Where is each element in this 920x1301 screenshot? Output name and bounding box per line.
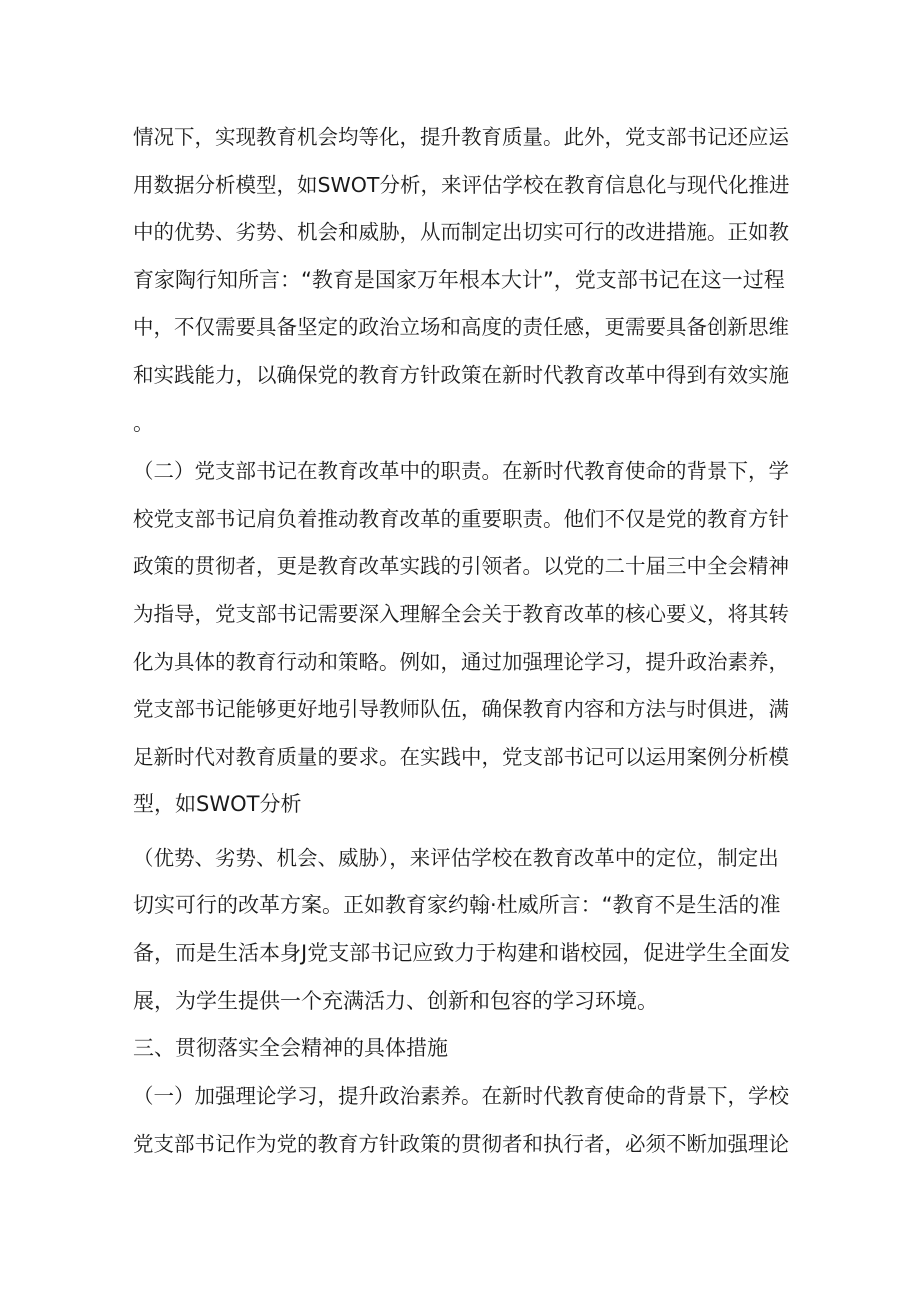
text-line: 校党支部书记肩负着推动教育改革的重要职责。他们不仅是党的教育方针 (133, 507, 789, 531)
text-line: 化为具体的教育行动和策略。例如，通过加强理论学习，提升政治素养， (133, 650, 789, 674)
text-line: 足新时代对教育质量的要求。在实践中，党支部书记可以运用案例分析模 (133, 745, 789, 769)
text-line: 型，如SWOT分析 (133, 792, 302, 816)
text-line: 政策的贯彻者，更是教育改革实践的引领者。以党的二十届三中全会精神 (133, 554, 789, 578)
text-line: 育家陶行知所言：“教育是国家万年根本大计”，党支部书记在这一过程 (133, 268, 785, 292)
text-line: 切实可行的改革方案。正如教育家约翰·杜威所言：“教育不是生活的准 (133, 893, 781, 917)
text-line: （二）党支部书记在教育改革中的职责。在新时代教育使命的背景下，学 (133, 459, 789, 483)
section-heading: 三、贯彻落实全会精神的具体措施 (133, 1036, 448, 1060)
text-line: 。 (133, 411, 154, 435)
text-line: （优势、劣势、机会、威胁），来评估学校在教育改革中的定位，制定出 (133, 846, 779, 870)
text-line: 为指导，党支部书记需要深入理解全会关于教育改革的核心要义，将其转 (133, 602, 789, 626)
text-line: 备，而是生活本身J党支部书记应致力于构建和谐校园，促进学生全面发 (133, 941, 791, 965)
text-line: 党支部书记能够更好地引导教师队伍，确保教育内容和方法与时俱进，满 (133, 697, 789, 721)
text-line: 中，不仅需要具备坚定的政治立场和高度的责任感，更需要具备创新思维 (133, 315, 789, 339)
text-line: （一）加强理论学习，提升政治素养。在新时代教育使命的背景下，学校 (133, 1084, 789, 1108)
text-line: 情况下，实现教育机会均等化，提升教育质量。此外，党支部书记还应运 (133, 125, 789, 149)
text-line: 和实践能力，以确保党的教育方针政策在新时代教育改革中得到有效实施 (133, 363, 789, 387)
text-line: 中的优势、劣势、机会和威胁，从而制定出切实可行的改进措施。正如教 (133, 220, 789, 244)
text-line: 展，为学生提供一个充满活力、创新和包容的学习环境。 (133, 989, 658, 1013)
text-line: 用数据分析模型，如SWOT分析，来评估学校在教育信息化与现代化推进 (133, 173, 790, 197)
text-line: 党支部书记作为党的教育方针政策的贯彻者和执行者，必须不断加强理论 (133, 1132, 789, 1156)
